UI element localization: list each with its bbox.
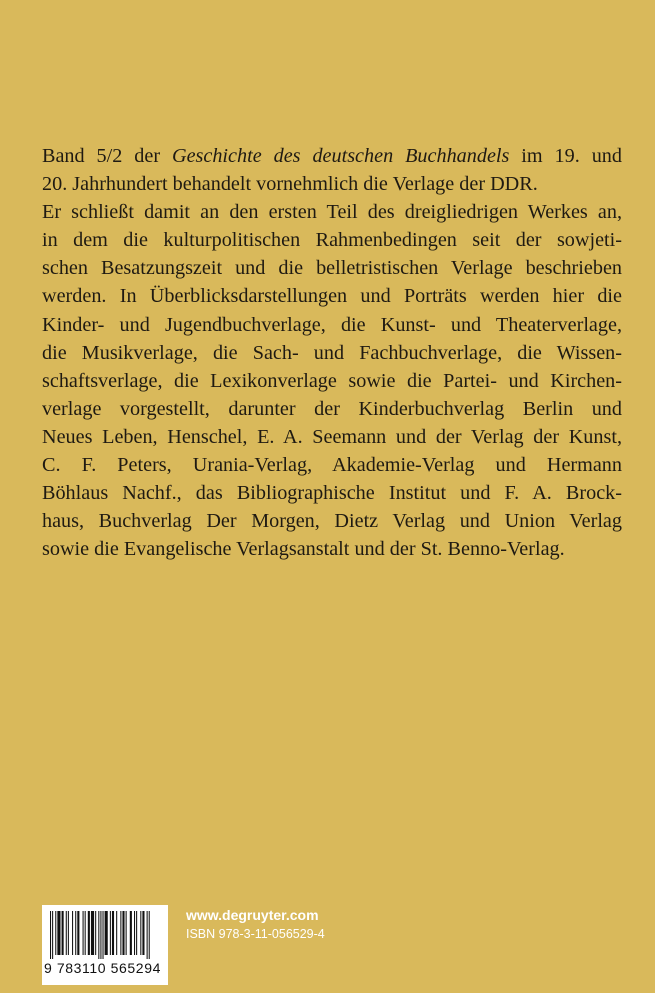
barcode-bar <box>55 911 56 955</box>
barcode-bar <box>130 911 132 955</box>
barcode-bar <box>98 911 99 959</box>
blurb-line-11: Neues Leben, Henschel, E. A. Seemann und der Verlag der Kunst, <box>42 425 622 448</box>
blurb-line-4: in dem die kulturpolitischen Rahmenbedingen seit der sowjeti- <box>42 229 622 252</box>
barcode-bar <box>72 911 73 955</box>
barcode-bar <box>52 911 53 959</box>
blurb-line-12: C. F. Peters, Urania-Verlag, Akademie-Verlag und Hermann <box>42 454 622 477</box>
barcode-bar <box>62 911 64 955</box>
barcode-bar <box>147 911 148 959</box>
barcode-bar <box>149 911 150 959</box>
barcode-bar <box>83 911 84 955</box>
series-title: Geschichte des deutschen Buchhandels <box>171 145 510 167</box>
barcode-bar <box>120 911 121 955</box>
blurb-line-14: haus, Buchverlag Der Morgen, Dietz Verlag und Union Verlag <box>42 510 622 533</box>
publisher-url[interactable]: www.degruyter.com <box>186 907 319 923</box>
barcode-bar <box>126 911 127 955</box>
barcode-bar <box>77 911 79 955</box>
barcode-bars <box>50 911 160 959</box>
blurb-line-5: schen Besatzungszeit und die belletristischen Verlage beschrieben <box>42 257 622 280</box>
blurb-line-7: Kinder- und Jugendbuchverlage, die Kunst- und Theaterverlage, <box>42 313 622 336</box>
blurb-line-13: Böhlaus Nachf., das Bibliographische Institut und F. A. Brock- <box>42 482 622 505</box>
blurb-line-3: Er schließt damit an den ersten Teil des dreigliedrigen Werkes an, <box>42 201 622 224</box>
barcode-bar <box>95 911 96 955</box>
publisher-info <box>186 906 325 943</box>
blurb-line-8: die Musikverlage, die Sach- und Fachbuchverlage, die Wissen- <box>42 341 622 364</box>
isbn-barcode <box>42 905 168 985</box>
barcode-bar <box>88 911 90 955</box>
barcode-bar <box>134 911 135 955</box>
barcode-bar <box>105 911 108 955</box>
barcode-bar <box>85 911 86 955</box>
barcode-bar <box>66 911 67 955</box>
blurb-line-15: sowie die Evangelische Verlagsanstalt und der St. Benno-Verlag. <box>42 538 565 561</box>
blurb-text <box>42 142 622 563</box>
barcode-bar <box>136 911 137 955</box>
barcode-bar <box>57 911 60 955</box>
barcode-bar <box>103 911 104 959</box>
barcode-bar <box>142 911 144 955</box>
blurb-line-2: 20. Jahrhundert behandelt vornehmlich die Verlage der DDR. <box>42 173 538 196</box>
blurb-line-6: werden. In Überblicksdarstellungen und Porträts werden hier die <box>42 285 622 308</box>
barcode-bar <box>75 911 76 955</box>
barcode-bar <box>112 911 114 955</box>
barcode-bar <box>122 911 124 955</box>
barcode-digits: 9 783110 565294 <box>44 960 161 976</box>
barcode-bar <box>116 911 117 955</box>
barcode-bar <box>100 911 101 959</box>
blurb-line-1: Band 5/2 der Geschichte des deutschen Buchhandels im 19. und <box>42 145 622 167</box>
barcode-bar <box>91 911 94 955</box>
barcode-bar <box>68 911 69 955</box>
barcode-bar <box>140 911 141 955</box>
blurb-line-10: verlage vorgestellt, darunter der Kinderbuchverlag Berlin und <box>42 397 622 420</box>
barcode-bar <box>110 911 111 955</box>
blurb-line-9: schaftsverlage, die Lexikonverlage sowie die Partei- und Kirchen- <box>42 369 622 392</box>
barcode-bar <box>50 911 51 959</box>
isbn-number: ISBN 978-3-11-056529-4 <box>186 927 325 941</box>
